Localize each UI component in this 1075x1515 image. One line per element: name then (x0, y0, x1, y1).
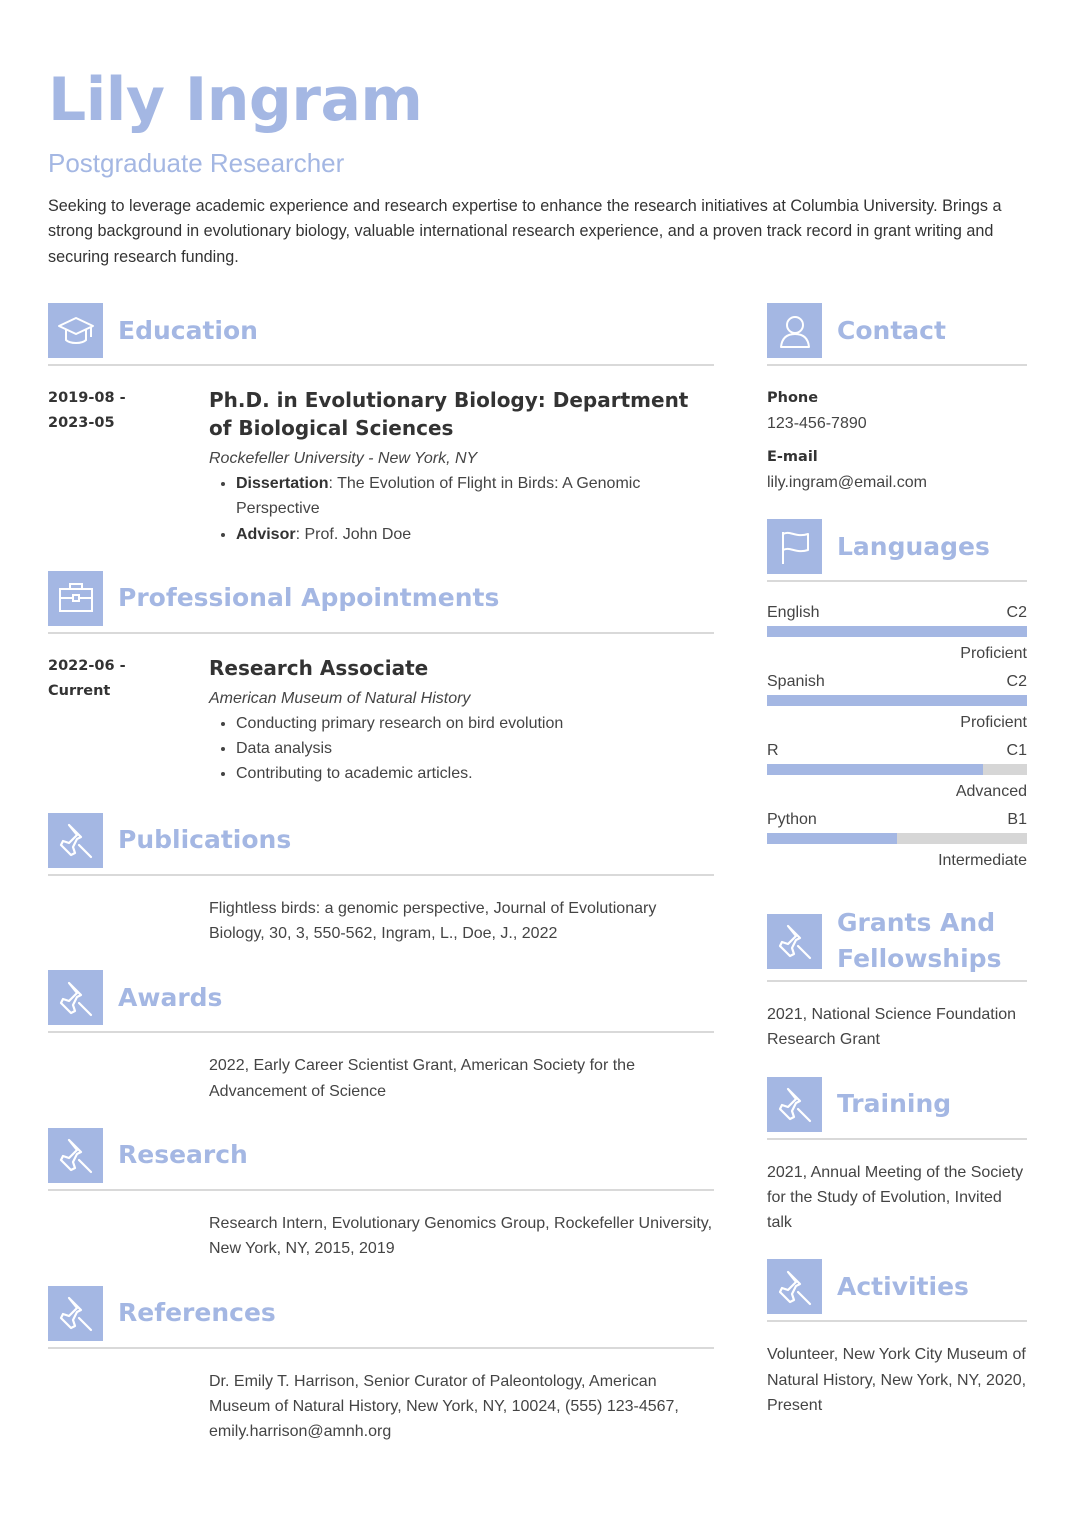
pushpin-icon (48, 1286, 103, 1341)
organization-name: American Museum of Natural History (209, 689, 471, 707)
person-icon (767, 303, 822, 358)
language-item (767, 671, 1027, 734)
appointment-dates (48, 654, 209, 787)
research-section (48, 1128, 714, 1262)
candidate-role: Postgraduate Researcher (48, 148, 345, 178)
references-title: References (118, 1298, 276, 1328)
position-title: Research Associate (209, 655, 429, 680)
degree-title (209, 386, 714, 442)
language-item (767, 809, 1027, 872)
briefcase-icon (48, 571, 103, 626)
education-entry (48, 386, 714, 547)
list-item: • Contributing to academic articles. (236, 761, 714, 786)
language-level: Advanced (955, 783, 1027, 800)
list-item (236, 522, 714, 547)
language-bar (767, 833, 1027, 844)
grants-section (767, 908, 1027, 1053)
language-bar-fill (767, 764, 983, 775)
pushpin-icon (48, 1128, 103, 1183)
education-date-end: 2023-05 (48, 415, 115, 431)
summary-text: Seeking to leverage academic experience and research expertise to enhance the research initiatives at Columbia University. Brings a strong background in evolutionary biology, valuable international research experience, and a proven track record in grant writing and securing research funding. (48, 197, 1002, 266)
research-header (48, 1128, 714, 1191)
grants-text: 2021, National Science Foundation Research Grant (767, 1006, 1017, 1049)
language-level: Proficient (960, 645, 1027, 662)
language-code: C2 (1006, 673, 1027, 690)
language-name: R (767, 742, 779, 759)
advisor-label: Advisor (236, 525, 296, 543)
left-column (48, 303, 714, 1444)
language-name: English (767, 604, 820, 621)
appointments-section (48, 571, 714, 787)
dissertation-label: Dissertation (236, 475, 329, 492)
list-item: • Data analysis (236, 736, 714, 761)
degree-department: Department of Biological Sciences (209, 388, 689, 440)
contact-section (767, 303, 1027, 495)
references-header (48, 1286, 714, 1349)
right-column (767, 303, 1027, 1418)
appointments-header (48, 571, 714, 634)
activities-title: Activities (837, 1271, 969, 1301)
award-text: 2022, Early Career Scientist Grant, American Society for the Advancement of Science (209, 1057, 635, 1100)
publications-header (48, 813, 714, 876)
appointment-date-start: 2022-06 - (48, 657, 126, 674)
language-bar-fill (767, 833, 897, 844)
pushpin-icon (48, 813, 103, 868)
pushpin-icon (767, 914, 822, 969)
appointment-entry (48, 654, 714, 787)
list-item: • Conducting primary research on bird evolution (236, 711, 714, 736)
candidate-name: Lily Ingram (48, 65, 423, 135)
research-title: Research (118, 1140, 248, 1170)
grants-header (767, 908, 1027, 982)
flag-icon (767, 519, 822, 574)
languages-section (767, 519, 1027, 872)
grants-title: Grants And Fellowships (837, 908, 1002, 973)
activities-header (767, 1259, 1027, 1322)
resume-header (48, 62, 1028, 270)
languages-header (767, 519, 1027, 582)
activities-section (767, 1259, 1027, 1418)
training-section (767, 1077, 1027, 1236)
language-code: C1 (1006, 742, 1027, 759)
language-bar (767, 695, 1027, 706)
email-value[interactable]: lily.ingram@email.com (767, 474, 927, 491)
language-bar-fill (767, 695, 1027, 706)
education-header (48, 303, 714, 366)
advisor-separator: : (295, 525, 305, 543)
education-title: Education (118, 315, 258, 345)
education-details (236, 471, 714, 547)
language-bar (767, 764, 1027, 775)
reference-text: Dr. Emily T. Harrison, Senior Curator of Paleontology, American Museum of Natural History, New York, NY, 10024, (555) 123-4567, emily.harrison@amnh.org (209, 1372, 679, 1441)
language-code: B1 (1007, 811, 1027, 828)
appointment-details (236, 711, 714, 787)
advisor-text: Prof. John Doe (304, 525, 412, 543)
language-level: Proficient (960, 714, 1027, 731)
language-item (767, 602, 1027, 665)
language-bar (767, 626, 1027, 637)
language-list (767, 602, 1027, 872)
graduation-cap-icon (48, 303, 103, 358)
email-label: E-mail (767, 449, 818, 465)
phone-label: Phone (767, 390, 819, 406)
language-name: Python (767, 811, 817, 828)
publications-title: Publications (118, 825, 292, 855)
languages-title: Languages (837, 531, 990, 561)
appointment-date-end: Current (48, 682, 111, 699)
research-text: Research Intern, Evolutionary Genomics Group, Rockefeller University, New York, NY, 2015, 2019 (209, 1214, 713, 1258)
degree-separator: : (537, 388, 553, 412)
dissertation-text: The Evolution of Flight in Birds: A Genomic Perspective (236, 475, 641, 518)
publications-section (48, 813, 714, 947)
language-item (767, 740, 1027, 803)
language-name: Spanish (767, 673, 825, 690)
training-text: 2021, Annual Meeting of the Society for the Study of Evolution, Invited talk (767, 1163, 1024, 1232)
list-item (236, 471, 714, 522)
phone-value: 123-456-7890 (767, 415, 867, 432)
dissertation-separator: : (328, 475, 338, 492)
references-section (48, 1286, 714, 1445)
awards-header (48, 970, 714, 1033)
education-section (48, 303, 714, 547)
degree-name: Ph.D. in Evolutionary Biology (209, 388, 538, 412)
training-header (767, 1077, 1027, 1140)
appointments-title: Professional Appointments (118, 583, 500, 613)
language-level: Intermediate (938, 852, 1027, 869)
school-name: Rockefeller University - New York, NY (209, 450, 478, 467)
contact-header (767, 303, 1027, 366)
language-bar-fill (767, 626, 1027, 637)
contact-title: Contact (837, 315, 946, 345)
awards-section (48, 970, 714, 1104)
awards-title: Awards (118, 982, 223, 1012)
pushpin-icon (48, 970, 103, 1025)
training-title: Training (837, 1089, 952, 1119)
pushpin-icon (767, 1077, 822, 1132)
language-code: C2 (1006, 604, 1027, 621)
education-dates (48, 386, 209, 547)
activities-text: Volunteer, New York City Museum of Natural History, New York, NY, 2020, Present (767, 1346, 1027, 1415)
publication-text: Flightless birds: a genomic perspective, Journal of Evolutionary Biology, 30, 3, 550-562, Ingram, L., Doe, J., 2022 (209, 899, 657, 943)
education-date-start: 2019-08 - (48, 390, 126, 406)
pushpin-icon (767, 1259, 822, 1314)
